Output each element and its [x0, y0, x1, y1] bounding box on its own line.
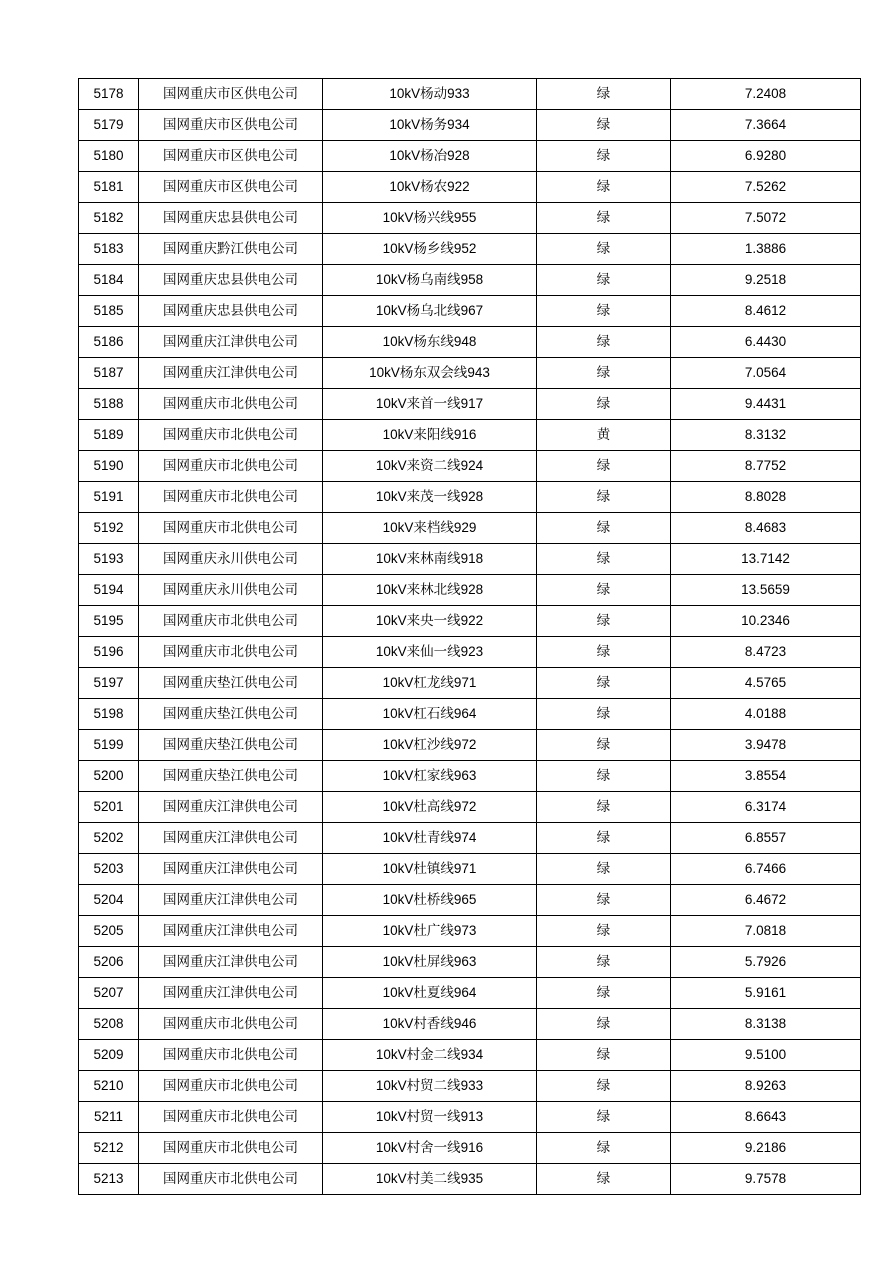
row-value: 8.9263 — [671, 1071, 861, 1102]
row-id: 5213 — [79, 1164, 139, 1195]
row-line-name: 10kV来央一线922 — [323, 606, 537, 637]
table-row — [79, 172, 861, 203]
row-company: 国网重庆市区供电公司 — [139, 172, 323, 203]
row-status: 绿 — [537, 203, 671, 234]
row-company: 国网重庆江津供电公司 — [139, 978, 323, 1009]
row-company: 国网重庆市北供电公司 — [139, 1071, 323, 1102]
row-status: 绿 — [537, 513, 671, 544]
row-status: 绿 — [537, 1133, 671, 1164]
row-line-name: 10kV杨东线948 — [323, 327, 537, 358]
row-company: 国网重庆市北供电公司 — [139, 482, 323, 513]
table-row — [79, 885, 861, 916]
row-id: 5195 — [79, 606, 139, 637]
row-company: 国网重庆市北供电公司 — [139, 513, 323, 544]
table-row — [79, 761, 861, 792]
row-value: 6.7466 — [671, 854, 861, 885]
row-line-name: 10kV杠家线963 — [323, 761, 537, 792]
row-line-name: 10kV村金二线934 — [323, 1040, 537, 1071]
row-line-name: 10kV杠沙线972 — [323, 730, 537, 761]
row-value: 9.7578 — [671, 1164, 861, 1195]
row-status: 绿 — [537, 544, 671, 575]
table-row — [79, 544, 861, 575]
row-status: 黄 — [537, 420, 671, 451]
row-id: 5209 — [79, 1040, 139, 1071]
row-line-name: 10kV来资二线924 — [323, 451, 537, 482]
row-line-name: 10kV杜青线974 — [323, 823, 537, 854]
row-status: 绿 — [537, 637, 671, 668]
table-row — [79, 389, 861, 420]
row-value: 7.0564 — [671, 358, 861, 389]
table-row — [79, 203, 861, 234]
row-company: 国网重庆永川供电公司 — [139, 575, 323, 606]
row-status: 绿 — [537, 606, 671, 637]
row-company: 国网重庆江津供电公司 — [139, 916, 323, 947]
row-line-name: 10kV杨东双会线943 — [323, 358, 537, 389]
row-status: 绿 — [537, 296, 671, 327]
row-status: 绿 — [537, 854, 671, 885]
row-status: 绿 — [537, 1164, 671, 1195]
row-id: 5190 — [79, 451, 139, 482]
row-id: 5178 — [79, 79, 139, 110]
row-status: 绿 — [537, 1102, 671, 1133]
row-company: 国网重庆市区供电公司 — [139, 141, 323, 172]
row-value: 4.0188 — [671, 699, 861, 730]
row-status: 绿 — [537, 916, 671, 947]
row-status: 绿 — [537, 141, 671, 172]
row-id: 5199 — [79, 730, 139, 761]
row-company: 国网重庆市北供电公司 — [139, 606, 323, 637]
table-row — [79, 1133, 861, 1164]
row-status: 绿 — [537, 1071, 671, 1102]
row-company: 国网重庆市北供电公司 — [139, 1102, 323, 1133]
row-value: 8.8028 — [671, 482, 861, 513]
row-line-name: 10kV村贸二线933 — [323, 1071, 537, 1102]
row-company: 国网重庆市北供电公司 — [139, 1040, 323, 1071]
row-value: 7.0818 — [671, 916, 861, 947]
row-id: 5205 — [79, 916, 139, 947]
row-company: 国网重庆忠县供电公司 — [139, 265, 323, 296]
row-company: 国网重庆忠县供电公司 — [139, 296, 323, 327]
row-value: 13.5659 — [671, 575, 861, 606]
row-line-name: 10kV来茂一线928 — [323, 482, 537, 513]
row-value: 7.5262 — [671, 172, 861, 203]
row-id: 5200 — [79, 761, 139, 792]
row-line-name: 10kV村贸一线913 — [323, 1102, 537, 1133]
row-id: 5210 — [79, 1071, 139, 1102]
table-row — [79, 327, 861, 358]
row-line-name: 10kV杨冶928 — [323, 141, 537, 172]
row-status: 绿 — [537, 234, 671, 265]
table-row — [79, 482, 861, 513]
row-value: 6.4430 — [671, 327, 861, 358]
row-line-name: 10kV杜夏线964 — [323, 978, 537, 1009]
row-id: 5198 — [79, 699, 139, 730]
row-line-name: 10kV杨务934 — [323, 110, 537, 141]
row-value: 8.4612 — [671, 296, 861, 327]
power-line-table — [78, 78, 861, 1195]
row-company: 国网重庆市北供电公司 — [139, 1133, 323, 1164]
row-id: 5185 — [79, 296, 139, 327]
row-value: 9.5100 — [671, 1040, 861, 1071]
row-company: 国网重庆江津供电公司 — [139, 792, 323, 823]
row-id: 5180 — [79, 141, 139, 172]
row-line-name: 10kV来首一线917 — [323, 389, 537, 420]
row-status: 绿 — [537, 327, 671, 358]
row-line-name: 10kV村香线946 — [323, 1009, 537, 1040]
row-company: 国网重庆垫江供电公司 — [139, 761, 323, 792]
row-id: 5192 — [79, 513, 139, 544]
row-line-name: 10kV杜屏线963 — [323, 947, 537, 978]
table-row — [79, 916, 861, 947]
row-company: 国网重庆垫江供电公司 — [139, 730, 323, 761]
row-status: 绿 — [537, 172, 671, 203]
table-row — [79, 296, 861, 327]
row-id: 5182 — [79, 203, 139, 234]
table-row — [79, 79, 861, 110]
row-value: 9.4431 — [671, 389, 861, 420]
row-status: 绿 — [537, 885, 671, 916]
row-status: 绿 — [537, 482, 671, 513]
row-company: 国网重庆江津供电公司 — [139, 358, 323, 389]
table-row — [79, 420, 861, 451]
row-line-name: 10kV杜广线973 — [323, 916, 537, 947]
row-status: 绿 — [537, 792, 671, 823]
row-line-name: 10kV杨兴线955 — [323, 203, 537, 234]
row-company: 国网重庆忠县供电公司 — [139, 203, 323, 234]
row-company: 国网重庆垫江供电公司 — [139, 668, 323, 699]
row-company: 国网重庆永川供电公司 — [139, 544, 323, 575]
row-id: 5188 — [79, 389, 139, 420]
row-value: 13.7142 — [671, 544, 861, 575]
row-value: 6.9280 — [671, 141, 861, 172]
table-row — [79, 606, 861, 637]
row-status: 绿 — [537, 389, 671, 420]
row-id: 5189 — [79, 420, 139, 451]
row-company: 国网重庆垫江供电公司 — [139, 699, 323, 730]
table-row — [79, 1071, 861, 1102]
row-line-name: 10kV杜镇线971 — [323, 854, 537, 885]
row-company: 国网重庆市北供电公司 — [139, 451, 323, 482]
table-row — [79, 358, 861, 389]
row-line-name: 10kV杨动933 — [323, 79, 537, 110]
table-row — [79, 575, 861, 606]
row-status: 绿 — [537, 1009, 671, 1040]
table-row — [79, 823, 861, 854]
row-line-name: 10kV村舍一线916 — [323, 1133, 537, 1164]
table-row — [79, 1164, 861, 1195]
row-id: 5207 — [79, 978, 139, 1009]
row-line-name: 10kV杠石线964 — [323, 699, 537, 730]
row-value: 8.3138 — [671, 1009, 861, 1040]
row-company: 国网重庆江津供电公司 — [139, 327, 323, 358]
row-value: 7.2408 — [671, 79, 861, 110]
row-line-name: 10kV杨乌北线967 — [323, 296, 537, 327]
row-value: 8.3132 — [671, 420, 861, 451]
row-status: 绿 — [537, 699, 671, 730]
row-value: 9.2186 — [671, 1133, 861, 1164]
row-id: 5181 — [79, 172, 139, 203]
table-row — [79, 1009, 861, 1040]
table-row — [79, 265, 861, 296]
table-row — [79, 699, 861, 730]
row-line-name: 10kV杨乡线952 — [323, 234, 537, 265]
row-id: 5184 — [79, 265, 139, 296]
row-status: 绿 — [537, 668, 671, 699]
row-value: 6.4672 — [671, 885, 861, 916]
row-value: 10.2346 — [671, 606, 861, 637]
row-id: 5196 — [79, 637, 139, 668]
row-id: 5202 — [79, 823, 139, 854]
row-company: 国网重庆市区供电公司 — [139, 79, 323, 110]
row-line-name: 10kV杠龙线971 — [323, 668, 537, 699]
row-status: 绿 — [537, 451, 671, 482]
table-row — [79, 854, 861, 885]
row-status: 绿 — [537, 761, 671, 792]
row-line-name: 10kV来档线929 — [323, 513, 537, 544]
row-company: 国网重庆市区供电公司 — [139, 110, 323, 141]
row-company: 国网重庆黔江供电公司 — [139, 234, 323, 265]
row-line-name: 10kV杨农922 — [323, 172, 537, 203]
table-row — [79, 792, 861, 823]
row-company: 国网重庆江津供电公司 — [139, 885, 323, 916]
row-value: 5.7926 — [671, 947, 861, 978]
row-id: 5204 — [79, 885, 139, 916]
row-status: 绿 — [537, 79, 671, 110]
row-id: 5187 — [79, 358, 139, 389]
row-value: 8.4683 — [671, 513, 861, 544]
row-id: 5194 — [79, 575, 139, 606]
table-row — [79, 234, 861, 265]
row-id: 5191 — [79, 482, 139, 513]
row-value: 8.4723 — [671, 637, 861, 668]
row-value: 5.9161 — [671, 978, 861, 1009]
row-value: 9.2518 — [671, 265, 861, 296]
row-status: 绿 — [537, 978, 671, 1009]
row-line-name: 10kV来林北线928 — [323, 575, 537, 606]
row-id: 5203 — [79, 854, 139, 885]
row-status: 绿 — [537, 730, 671, 761]
row-company: 国网重庆江津供电公司 — [139, 854, 323, 885]
row-value: 4.5765 — [671, 668, 861, 699]
table-row — [79, 451, 861, 482]
row-value: 7.3664 — [671, 110, 861, 141]
row-value: 6.8557 — [671, 823, 861, 854]
row-value: 1.3886 — [671, 234, 861, 265]
table-row — [79, 1040, 861, 1071]
table-row — [79, 668, 861, 699]
row-company: 国网重庆市北供电公司 — [139, 1164, 323, 1195]
row-company: 国网重庆市北供电公司 — [139, 1009, 323, 1040]
row-line-name: 10kV村美二线935 — [323, 1164, 537, 1195]
row-status: 绿 — [537, 265, 671, 296]
table-body — [79, 79, 861, 1195]
row-company: 国网重庆江津供电公司 — [139, 823, 323, 854]
table-row — [79, 978, 861, 1009]
row-line-name: 10kV来仙一线923 — [323, 637, 537, 668]
row-value: 3.9478 — [671, 730, 861, 761]
row-line-name: 10kV来林南线918 — [323, 544, 537, 575]
row-value: 6.3174 — [671, 792, 861, 823]
row-value: 7.5072 — [671, 203, 861, 234]
row-id: 5208 — [79, 1009, 139, 1040]
table-row — [79, 947, 861, 978]
row-status: 绿 — [537, 110, 671, 141]
row-status: 绿 — [537, 823, 671, 854]
table-row — [79, 730, 861, 761]
row-id: 5211 — [79, 1102, 139, 1133]
row-status: 绿 — [537, 947, 671, 978]
row-company: 国网重庆市北供电公司 — [139, 637, 323, 668]
row-id: 5179 — [79, 110, 139, 141]
row-company: 国网重庆市北供电公司 — [139, 420, 323, 451]
row-company: 国网重庆江津供电公司 — [139, 947, 323, 978]
row-status: 绿 — [537, 358, 671, 389]
row-line-name: 10kV杜高线972 — [323, 792, 537, 823]
row-status: 绿 — [537, 575, 671, 606]
row-value: 8.6643 — [671, 1102, 861, 1133]
row-company: 国网重庆市北供电公司 — [139, 389, 323, 420]
row-id: 5197 — [79, 668, 139, 699]
row-id: 5183 — [79, 234, 139, 265]
row-id: 5201 — [79, 792, 139, 823]
row-status: 绿 — [537, 1040, 671, 1071]
row-id: 5186 — [79, 327, 139, 358]
table-row — [79, 637, 861, 668]
table-row — [79, 110, 861, 141]
row-value: 3.8554 — [671, 761, 861, 792]
row-line-name: 10kV杜桥线965 — [323, 885, 537, 916]
row-id: 5212 — [79, 1133, 139, 1164]
row-id: 5193 — [79, 544, 139, 575]
table-row — [79, 1102, 861, 1133]
table-row — [79, 141, 861, 172]
table-row — [79, 513, 861, 544]
row-id: 5206 — [79, 947, 139, 978]
row-line-name: 10kV来阳线916 — [323, 420, 537, 451]
row-value: 8.7752 — [671, 451, 861, 482]
row-line-name: 10kV杨乌南线958 — [323, 265, 537, 296]
